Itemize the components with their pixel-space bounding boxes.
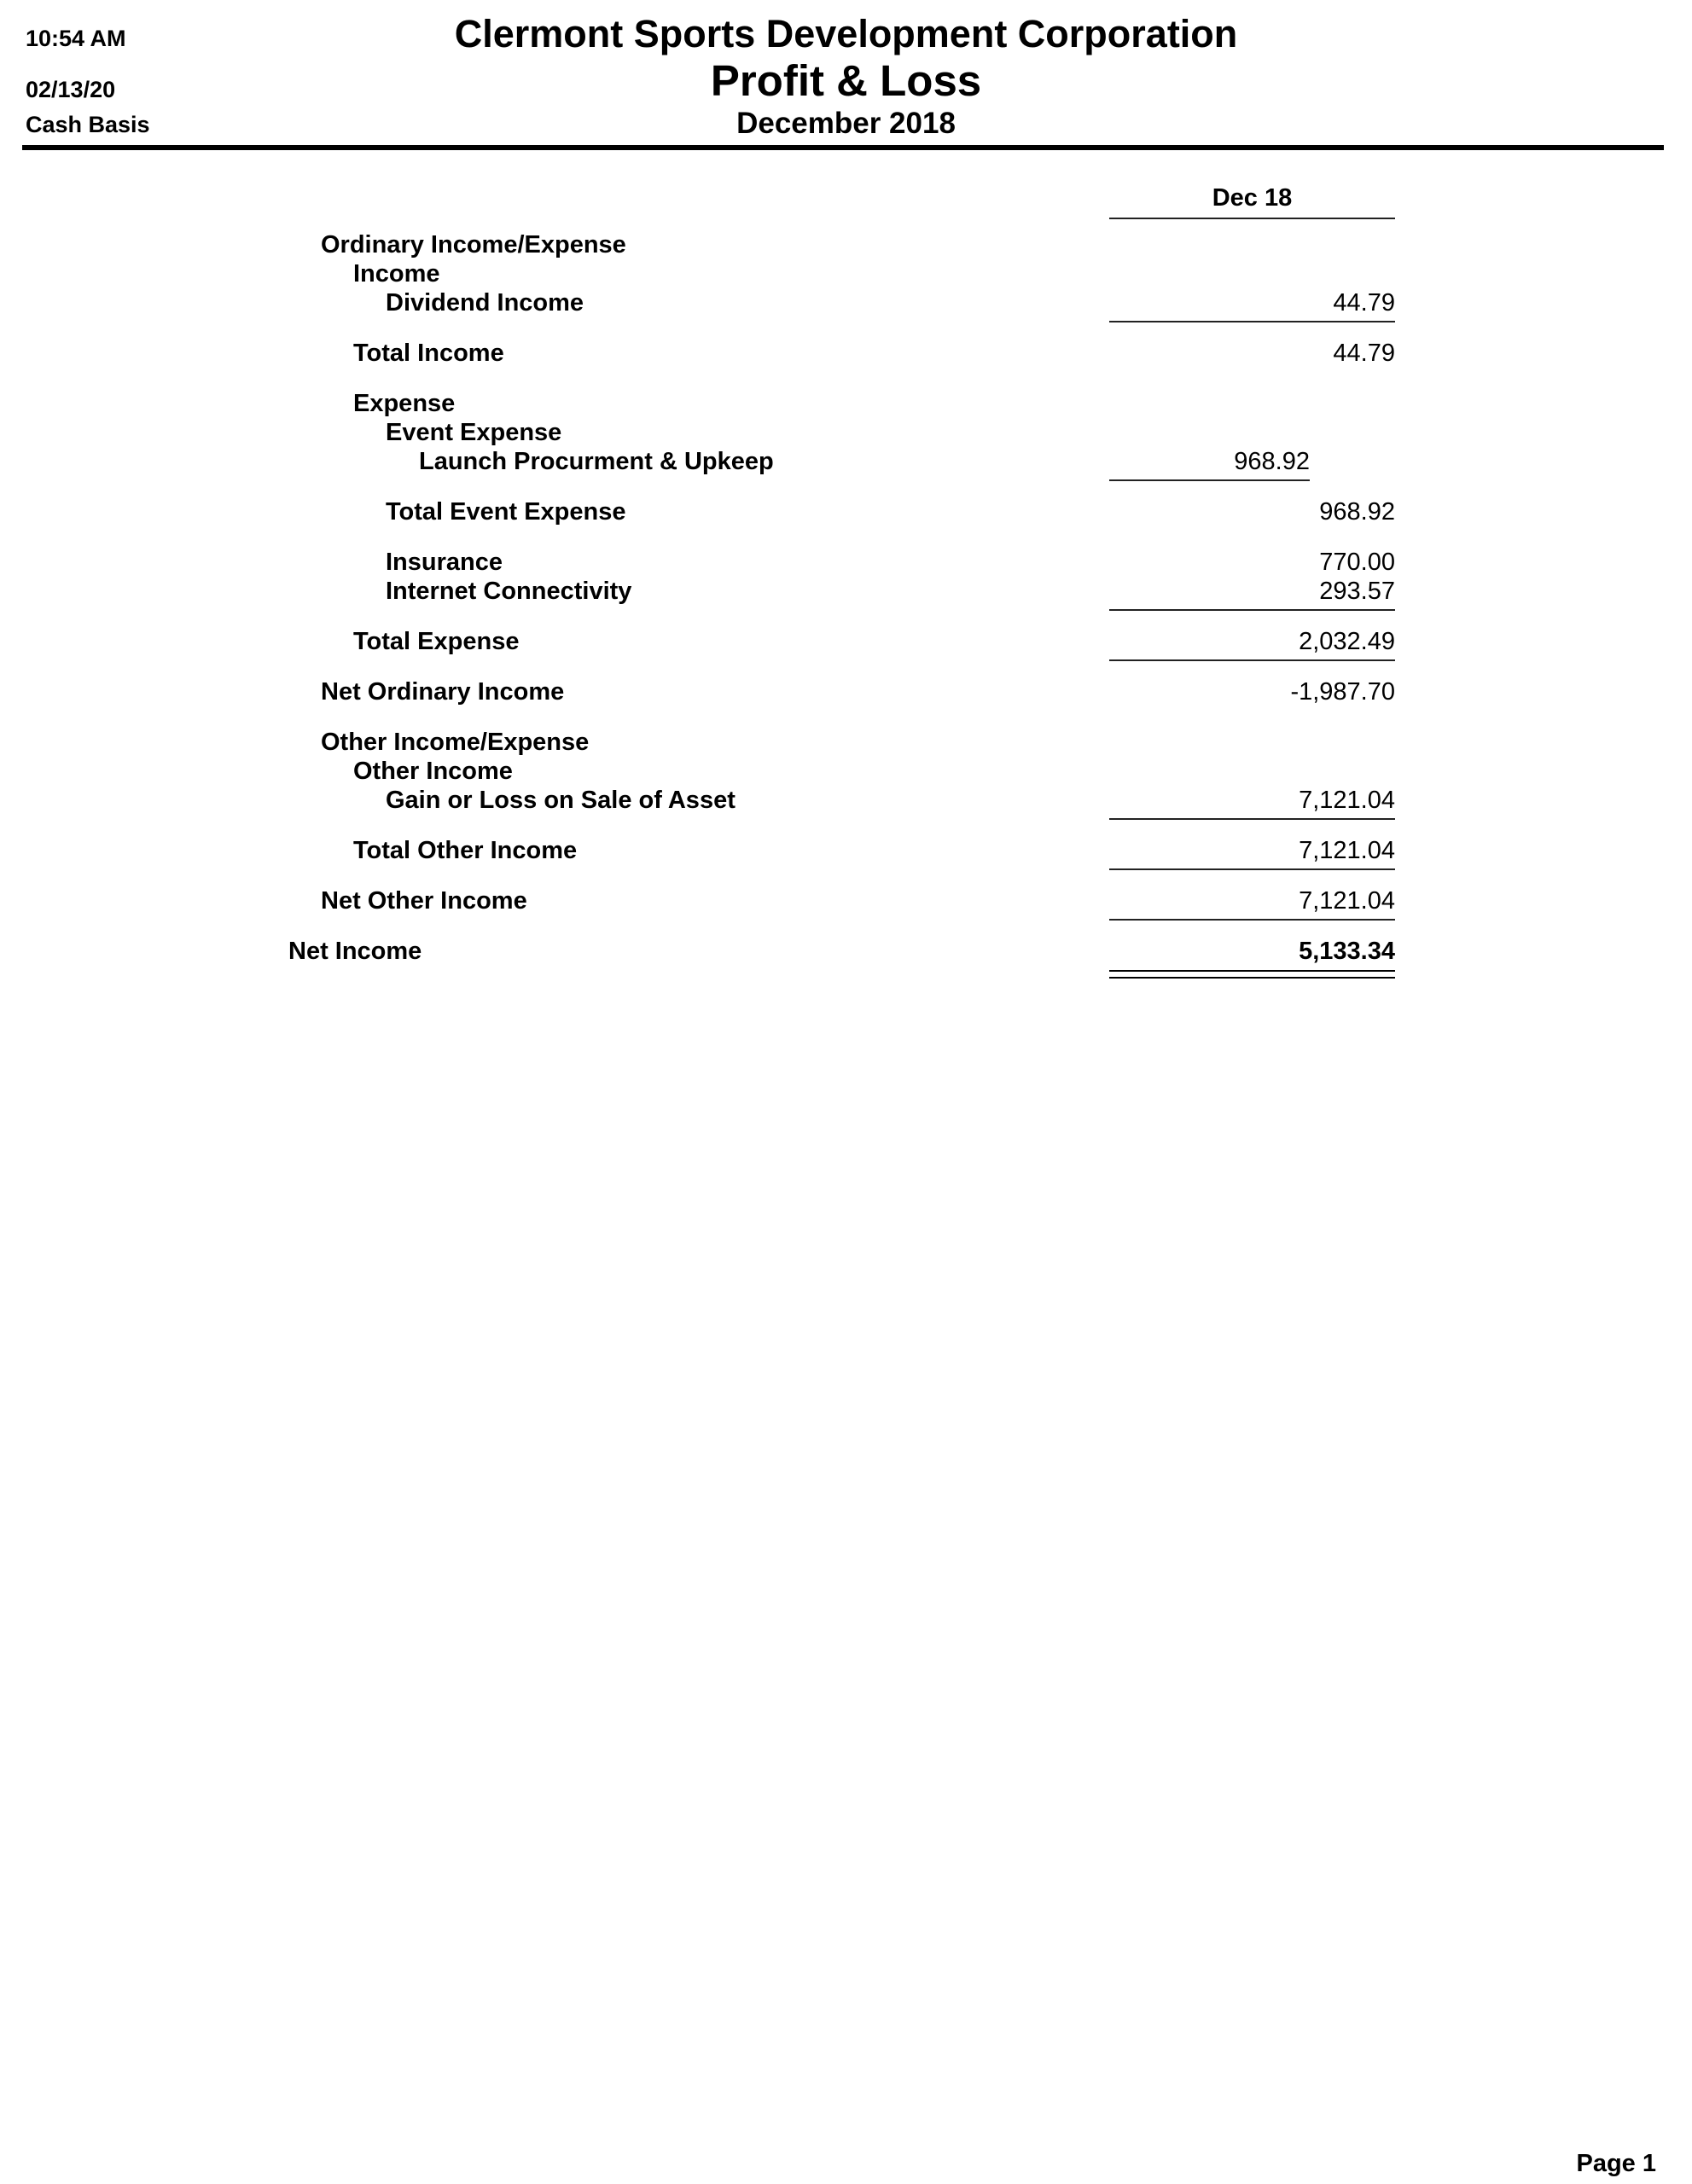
row-total-event-expense (0, 498, 1692, 527)
row-net-income (0, 938, 1692, 967)
row-label: Ordinary Income/Expense (321, 231, 626, 258)
subtotal-rule (1109, 609, 1395, 611)
row-label: Internet Connectivity (386, 578, 632, 605)
row-event-expense (0, 419, 1692, 448)
row-amount: 968.92 (1319, 498, 1395, 526)
row-internet-connectivity (0, 578, 1692, 607)
grand-total-double-rule (1109, 970, 1395, 979)
row-total-income (0, 340, 1692, 369)
row-other-income-expense (0, 729, 1692, 758)
row-other-income (0, 758, 1692, 787)
row-amount: 293.57 (1319, 578, 1395, 605)
row-label: Dividend Income (386, 289, 584, 317)
row-amount: 968.92 (1234, 448, 1310, 475)
row-label: Total Income (353, 340, 504, 367)
report-basis: Cash Basis (26, 112, 150, 137)
report-title: Profit & Loss (710, 56, 982, 105)
header-divider (22, 145, 1664, 150)
column-header-dec-18: Dec 18 (1212, 184, 1293, 212)
row-insurance (0, 549, 1692, 578)
subtotal-rule (1109, 659, 1395, 661)
row-amount: 44.79 (1333, 289, 1395, 317)
row-income (0, 260, 1692, 289)
row-amount: 7,121.04 (1299, 787, 1395, 814)
row-label: Net Other Income (321, 887, 527, 915)
row-amount: 7,121.04 (1299, 837, 1395, 864)
row-label: Other Income/Expense (321, 729, 590, 756)
row-amount: 2,032.49 (1299, 628, 1395, 655)
report-date: 02/13/20 (26, 77, 116, 102)
report-time: 10:54 AM (26, 26, 126, 51)
subtotal-rule (1109, 321, 1395, 322)
page-number: Page 1 (1576, 2150, 1656, 2177)
row-total-expense (0, 628, 1692, 657)
report-period: December 2018 (736, 107, 956, 140)
row-total-other-income (0, 837, 1692, 866)
row-label: Total Event Expense (386, 498, 626, 526)
row-amount: 770.00 (1319, 549, 1395, 576)
subtotal-rule (1109, 479, 1310, 481)
company-name: Clermont Sports Development Corporation (454, 12, 1238, 55)
column-header-underline (1109, 218, 1395, 219)
row-expense (0, 390, 1692, 419)
row-label: Launch Procurment & Upkeep (419, 448, 774, 475)
row-label: Expense (353, 390, 456, 417)
row-label: Insurance (386, 549, 503, 576)
row-amount: 7,121.04 (1299, 887, 1395, 915)
row-ordinary-income-expense (0, 231, 1692, 260)
row-label: Total Other Income (353, 837, 578, 864)
row-gain-loss-sale-asset (0, 787, 1692, 816)
row-label: Event Expense (386, 419, 562, 446)
subtotal-rule (1109, 919, 1395, 921)
row-net-other-income (0, 887, 1692, 916)
row-amount: 5,133.34 (1299, 938, 1395, 965)
row-amount: 44.79 (1333, 340, 1395, 367)
row-label: Gain or Loss on Sale of Asset (386, 787, 736, 814)
subtotal-rule (1109, 868, 1395, 870)
row-net-ordinary-income (0, 678, 1692, 707)
row-label: Net Income (288, 938, 422, 965)
row-amount: -1,987.70 (1290, 678, 1395, 706)
row-dividend-income (0, 289, 1692, 318)
row-label: Income (353, 260, 440, 288)
row-label: Other Income (353, 758, 513, 785)
row-label: Net Ordinary Income (321, 678, 565, 706)
row-label: Total Expense (353, 628, 520, 655)
subtotal-rule (1109, 818, 1395, 820)
row-launch-procurment-upkeep (0, 448, 1692, 477)
